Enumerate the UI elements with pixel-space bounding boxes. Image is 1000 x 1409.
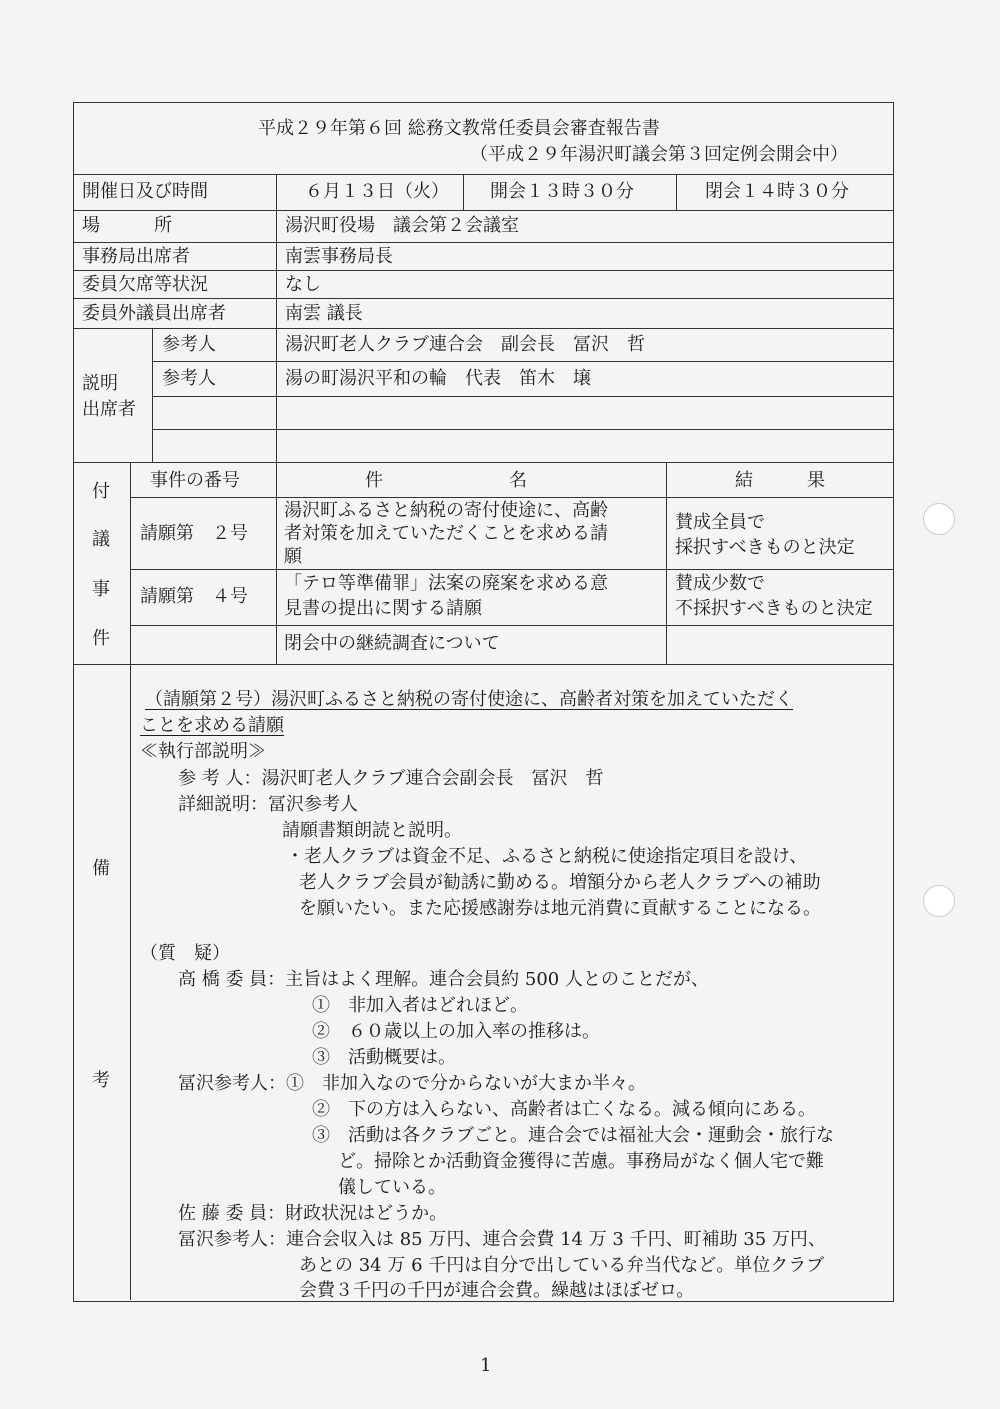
- secretariat-value: 南雲事務局長: [285, 246, 393, 267]
- agenda-col-result: 結 果: [735, 470, 825, 491]
- qa-line: 会費３千円の千円が連合会費。繰越はほぼゼロ。: [299, 1280, 695, 1301]
- agenda-row-result: 不採択すべきものと決定: [675, 598, 873, 619]
- outside-label: 委員外議員出席者: [82, 303, 226, 324]
- rule: [130, 569, 894, 570]
- qa-line: ② 下の方は入らない、高齢者は亡くなる。減る傾向にある。: [312, 1099, 816, 1120]
- agenda-row-subject: 「テロ等準備罪」法案の廃案を求める意: [284, 573, 608, 594]
- rule: [73, 664, 894, 665]
- punch-hole-bottom: [923, 885, 955, 917]
- open-time: 開会１３時３０分: [490, 181, 634, 202]
- exec-line: を願いたい。また応援感謝券は地元消費に貢献することになる。: [299, 898, 821, 919]
- exec-line: 請願書類朗読と説明。: [282, 820, 462, 841]
- rule: [152, 429, 894, 430]
- witness-role: 参考人: [162, 368, 216, 389]
- page-number: 1: [480, 1355, 492, 1376]
- qa-line: ど。掃除とか活動資金獲得に苦慮。事務局がなく個人宅で難: [338, 1151, 824, 1172]
- qa-line: ③ 活動は各クラブごと。連合会では福祉大会・運動会・旅行な: [312, 1125, 834, 1146]
- agenda-row-number: 請願第 ２号: [140, 523, 248, 544]
- place-value: 湯沢町役場 議会第２会議室: [285, 215, 519, 236]
- witness-name: 湯の町湯沢平和の輪 代表 笛木 壌: [285, 368, 591, 389]
- qa-line: 高 橋 委 員：主旨はよく理解。連合会員約 500 人とのことだが、: [178, 969, 709, 990]
- agenda-row-result: 賛成少数で: [675, 573, 765, 594]
- agenda-row-subject: 閉会中の継続調査について: [284, 633, 500, 654]
- exec-line: 参 考 人：湯沢町老人クラブ連合会副会長 冨沢 哲: [178, 768, 604, 789]
- exec-line: 詳細説明：冨沢参考人: [178, 794, 358, 815]
- agenda-side-char: 議: [92, 529, 110, 550]
- rule: [73, 298, 894, 299]
- witness-name: 湯沢町老人クラブ連合会 副会長 冨沢 哲: [285, 334, 645, 355]
- qa-line: ① 非加入者はどれほど。: [312, 995, 528, 1016]
- section-qa: （質 疑）: [140, 943, 230, 964]
- qa-line: あとの 34 万 6 千円は自分で出している弁当代など。単位クラブ: [299, 1255, 825, 1276]
- exec-line: ・老人クラブは資金不足、ふるさと納税に使途指定項目を設け、: [286, 846, 808, 867]
- qa-line: 儀している。: [338, 1177, 446, 1198]
- explain-label: 説明: [82, 373, 118, 394]
- agenda-row-subject: 者対策を加えていただくことを求める請: [284, 523, 608, 544]
- secretariat-label: 事務局出席者: [82, 246, 190, 267]
- rule: [152, 361, 894, 362]
- qa-line: ② ６０歳以上の加入率の推移は。: [312, 1021, 600, 1042]
- rule: [152, 328, 153, 462]
- rule: [73, 270, 894, 271]
- report-subtitle: （平成２９年湯沢町議会第３回定例会開会中）: [470, 144, 848, 165]
- rule: [276, 174, 277, 462]
- agenda-col-subject: 件 名: [365, 470, 527, 491]
- qa-line: 冨沢参考人：① 非加入なので分からないが大まか半々。: [178, 1073, 646, 1094]
- rule: [73, 328, 894, 329]
- agenda-side-char: 件: [92, 628, 110, 649]
- agenda-row-subject: 湯沢町ふるさと納税の寄付使途に、高齢: [284, 500, 608, 521]
- agenda-side-char: 付: [92, 481, 110, 502]
- rule: [130, 462, 131, 1300]
- remarks-side-char: 考: [92, 1070, 110, 1091]
- place-label: 場 所: [82, 215, 172, 236]
- agenda-row-subject: 見書の提出に関する請願: [284, 598, 482, 619]
- agenda-row-result: 賛成全員で: [675, 512, 765, 533]
- agenda-row-result: 採択すべきものと決定: [675, 537, 855, 558]
- rule: [130, 497, 894, 498]
- remarks-heading: （請願第２号）湯沢町ふるさと納税の寄付使途に、高齢者対策を加えていただく: [145, 689, 793, 710]
- absent-label: 委員欠席等状況: [82, 274, 208, 295]
- remarks-heading: ことを求める請願: [140, 715, 284, 736]
- rule: [463, 174, 464, 210]
- rule: [666, 462, 667, 664]
- date-label: 開催日及び時間: [82, 181, 208, 202]
- qa-line: 佐 藤 委 員：財政状況はどうか。: [178, 1203, 448, 1224]
- agenda-row-subject: 願: [284, 546, 302, 567]
- punch-hole-top: [923, 503, 955, 535]
- rule: [130, 625, 894, 626]
- remarks-side-char: 備: [92, 858, 110, 879]
- rule: [276, 462, 277, 664]
- report-title: 平成２９年第６回 総務文教常任委員会審査報告書: [258, 118, 660, 139]
- witness-role: 参考人: [162, 334, 216, 355]
- close-time: 閉会１４時３０分: [705, 181, 849, 202]
- explain-label-2: 出席者: [82, 399, 136, 420]
- rule: [676, 174, 677, 210]
- outside-value: 南雲 議長: [285, 303, 363, 324]
- rule: [73, 462, 894, 463]
- section-exec: ≪執行部説明≫: [140, 741, 266, 762]
- exec-line: 老人クラブ会員が勧誘に勤める。増額分から老人クラブへの補助: [299, 872, 821, 893]
- agenda-side-char: 事: [92, 579, 110, 600]
- agenda-row-number: 請願第 ４号: [140, 586, 248, 607]
- agenda-col-number: 事件の番号: [150, 470, 240, 491]
- qa-line: 冨沢参考人：連合会収入は 85 万円、連合会費 14 万 3 千円、町補助 35 万円、: [178, 1229, 826, 1250]
- rule: [73, 242, 894, 243]
- rule: [73, 210, 894, 211]
- rule: [152, 396, 894, 397]
- absent-value: なし: [285, 274, 321, 295]
- rule: [73, 174, 894, 175]
- date-value: ６月１３日（火）: [305, 181, 449, 202]
- qa-line: ③ 活動概要は。: [312, 1047, 456, 1068]
